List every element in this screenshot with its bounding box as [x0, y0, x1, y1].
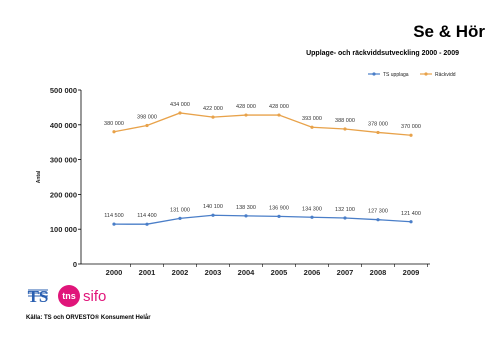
data-label: 134 300	[302, 206, 322, 213]
y-tick-label: 100 000	[49, 225, 77, 235]
y-tick-label: 500 000	[49, 86, 77, 95]
data-label: 378 000	[368, 121, 388, 128]
svg-text:sifo: sifo	[83, 288, 107, 305]
y-tick-label: 400 000	[49, 120, 77, 130]
x-tick-label: 2007	[336, 268, 354, 277]
data-label: 398 000	[137, 114, 157, 121]
data-label: 428 000	[269, 104, 289, 111]
data-point	[244, 214, 247, 217]
legend-marker	[372, 72, 375, 75]
x-tick-label: 2005	[270, 268, 288, 277]
data-label: 393 000	[302, 116, 322, 123]
data-point	[112, 130, 115, 133]
data-point	[178, 111, 181, 114]
data-point	[244, 113, 247, 116]
data-point	[145, 223, 148, 226]
legend-label: TS upplaga	[383, 72, 409, 78]
data-point	[178, 217, 181, 220]
data-label: 428 000	[236, 104, 256, 111]
series-line-0	[114, 215, 411, 224]
y-axis-label: Antal	[36, 170, 42, 184]
data-point	[277, 113, 280, 116]
x-tick-label: 2002	[171, 268, 189, 277]
x-tick-label: 2008	[369, 268, 387, 277]
data-label: 121 400	[401, 210, 421, 217]
x-tick-label: 2000	[105, 268, 123, 277]
data-label: 127 300	[368, 208, 388, 215]
data-point	[409, 220, 412, 223]
data-point	[145, 124, 148, 127]
legend-marker	[424, 72, 427, 75]
data-point	[310, 126, 313, 129]
data-label: 132 100	[335, 207, 355, 214]
y-tick-label: 0	[72, 260, 77, 269]
slide-title: Se & Hör	[413, 22, 485, 41]
data-point	[343, 127, 346, 130]
data-label: 370 000	[401, 124, 421, 131]
svg-text:TS: TS	[27, 287, 49, 306]
data-point	[343, 216, 346, 219]
data-label: 140 100	[203, 204, 223, 211]
y-tick-label: 200 000	[49, 190, 77, 200]
ts-logo	[27, 285, 49, 307]
x-tick-label: 2001	[138, 268, 156, 277]
data-label: 114 500	[104, 213, 124, 220]
data-label: 136 900	[269, 205, 289, 212]
data-label: 434 000	[170, 101, 190, 108]
data-point	[310, 216, 313, 219]
data-point	[211, 116, 214, 119]
slide-subtitle: Upplage- och räckviddsutveckling 2000 - 2009	[306, 50, 459, 57]
x-tick-label: 2009	[402, 268, 420, 277]
svg-text:tns: tns	[62, 291, 76, 301]
y-tick-label: 300 000	[49, 155, 77, 165]
x-tick-label: 2006	[303, 268, 321, 277]
data-label: 380 000	[104, 120, 124, 127]
data-label: 388 000	[335, 117, 355, 124]
data-point	[409, 134, 412, 137]
legend-label: Räckvidd	[435, 72, 456, 78]
data-point	[376, 131, 379, 134]
data-label: 138 300	[236, 204, 256, 211]
tns-sifo-logo	[57, 284, 127, 308]
x-tick-label: 2003	[204, 268, 222, 277]
data-point	[277, 215, 280, 218]
source-note: Källa: TS och ORVESTO® Konsument Helår	[26, 315, 151, 321]
data-point	[112, 223, 115, 226]
data-point	[376, 218, 379, 221]
data-label: 131 000	[170, 207, 190, 214]
x-tick-label: 2004	[237, 268, 255, 277]
data-point	[211, 214, 214, 217]
data-label: 422 000	[203, 106, 223, 113]
series-line-1	[114, 113, 411, 135]
data-label: 114 400	[137, 213, 157, 220]
